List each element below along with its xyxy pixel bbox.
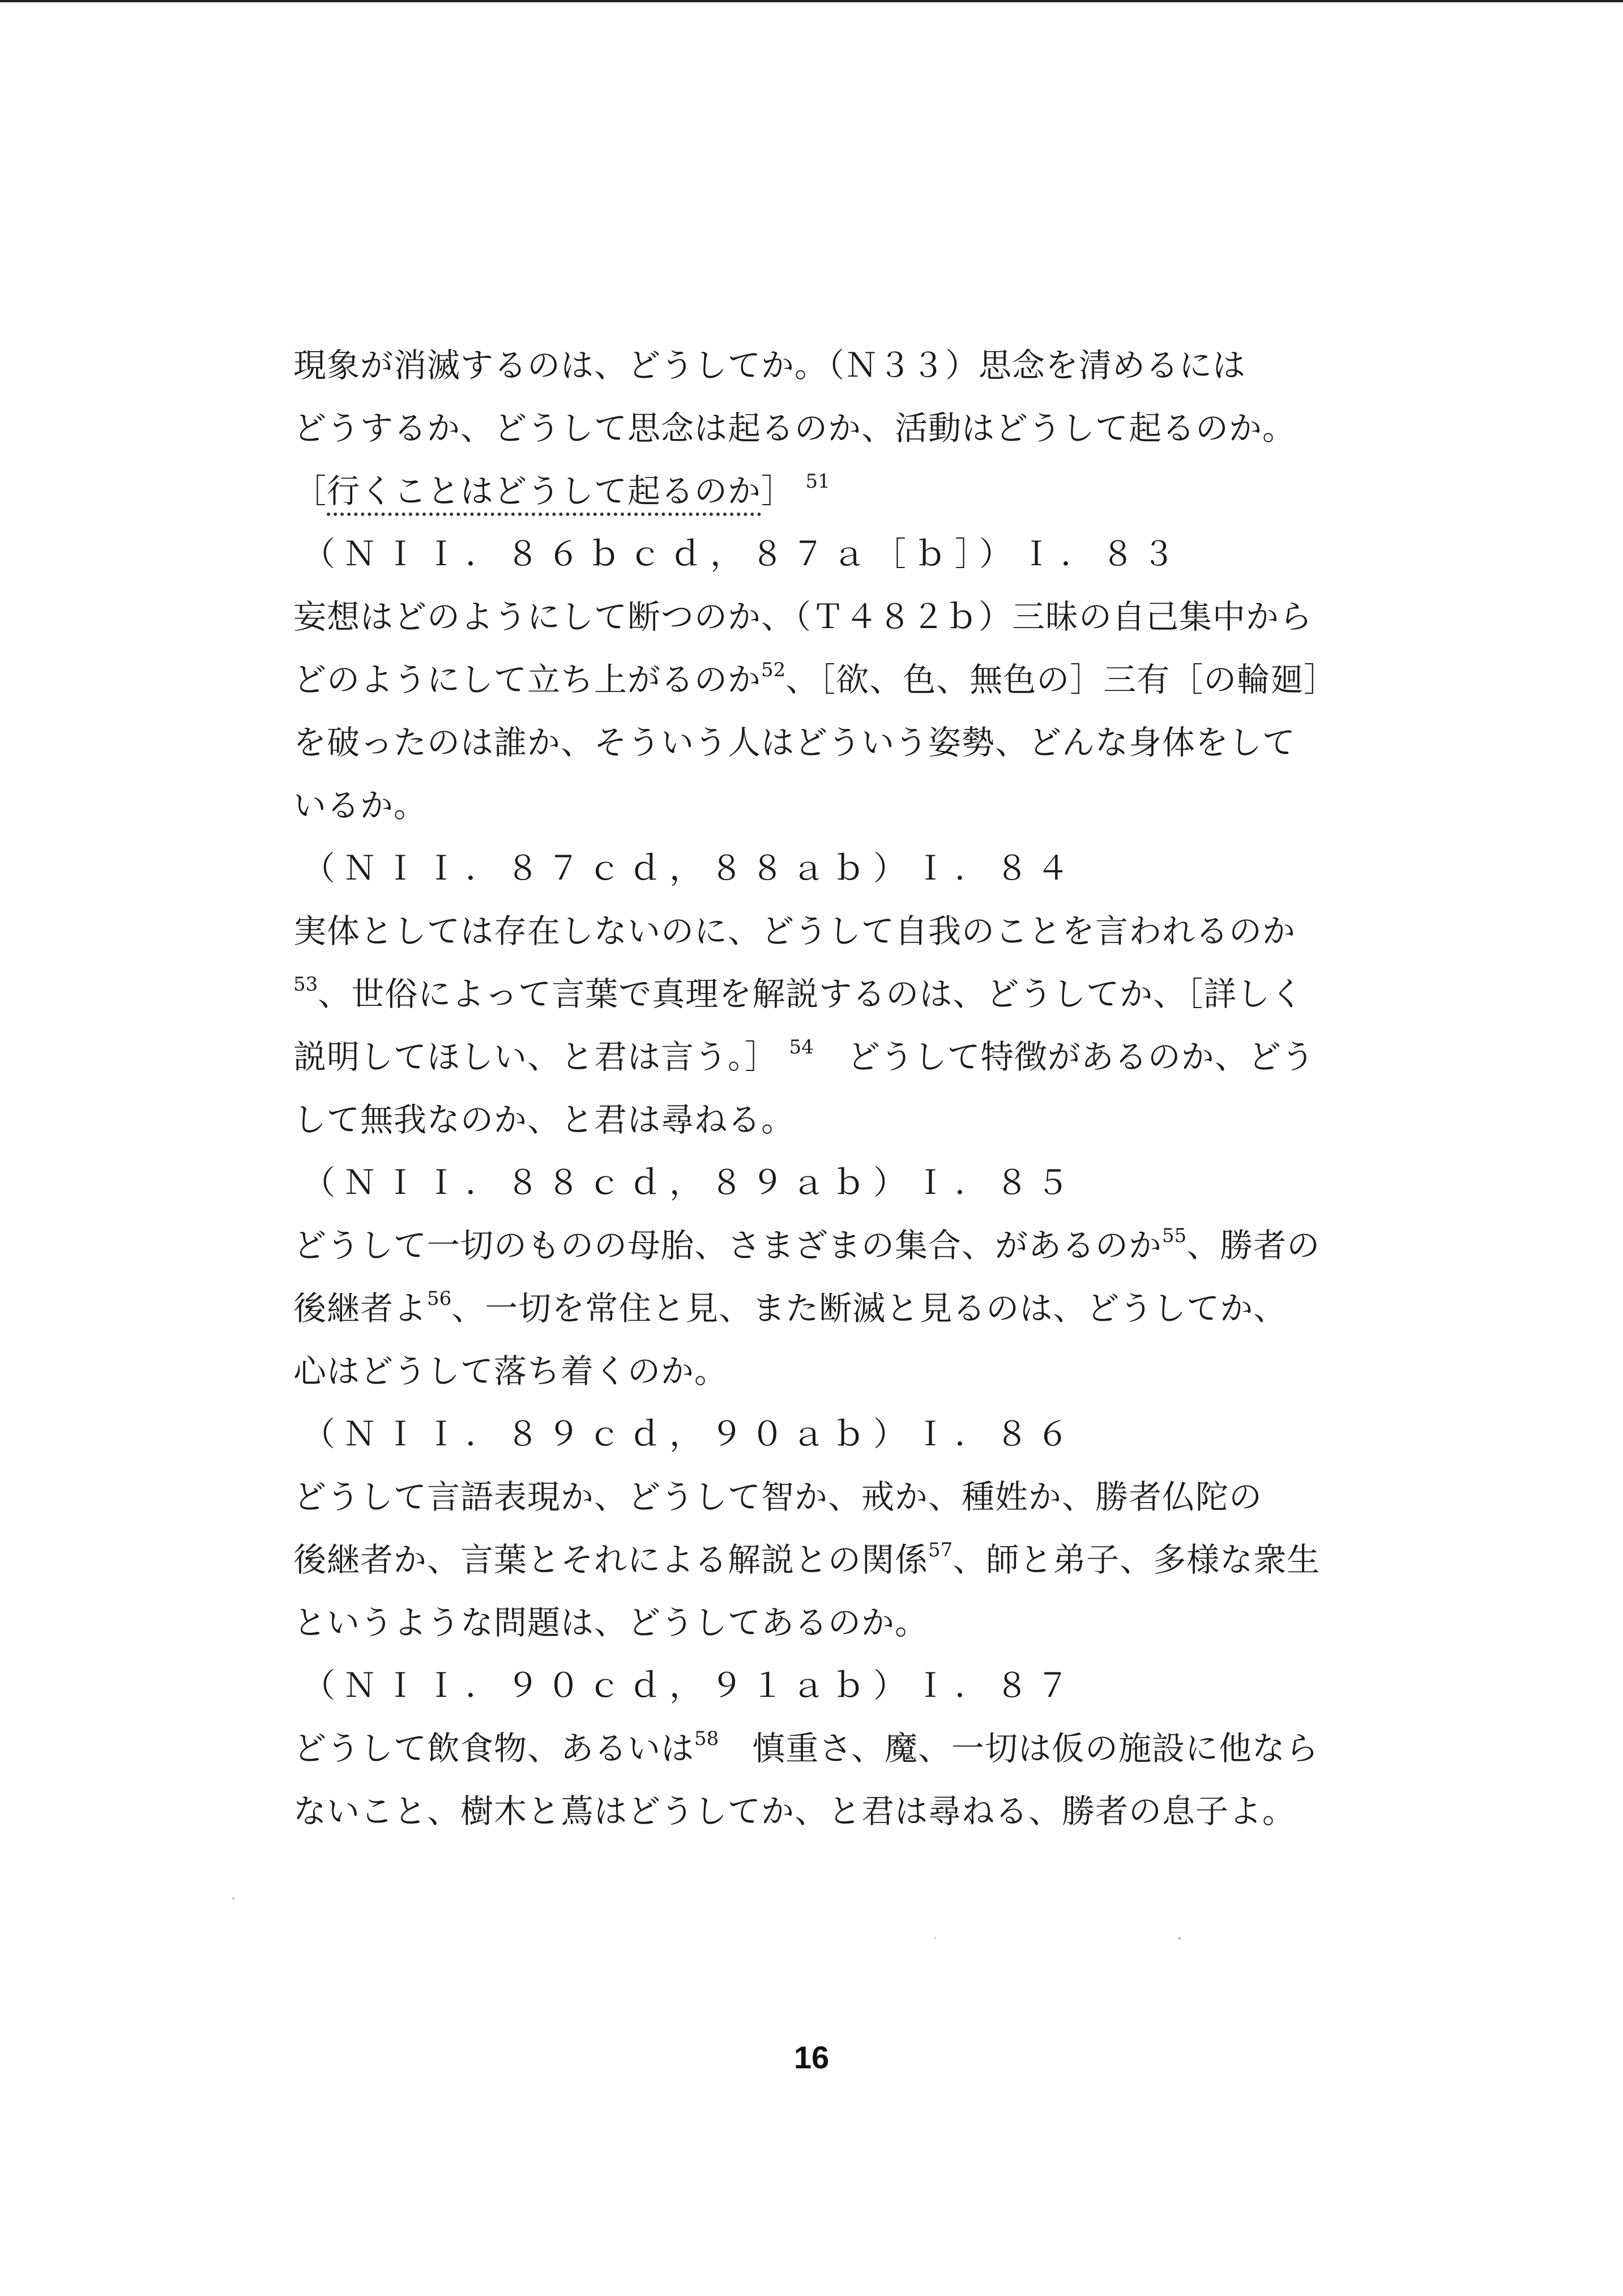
line-text: して無我なのか、と君は尋ねる。 [293, 1100, 795, 1139]
footnote-ref: 56 [427, 1287, 452, 1310]
line-text: どうして言語表現か、どうして智か、戒か、種姓か、勝者仏陀の [293, 1478, 1263, 1516]
text-line [293, 1089, 1307, 1151]
line-text: 後継者か、言葉とそれによる解説との関係 [293, 1540, 929, 1579]
document-body [293, 334, 1338, 1843]
line-text: どうして飲食物、あるいは [293, 1729, 695, 1768]
text-line [293, 1277, 1307, 1340]
text-line [293, 1214, 1321, 1277]
reference-text: （ＮＩＩ．８７ｃｄ，８８ａｂ）Ｉ．８４ [302, 849, 1078, 887]
text-line [293, 1340, 1307, 1403]
text-line [293, 963, 1307, 1026]
text-line [293, 586, 1313, 648]
line-text: 説明してほしい、と君は言う。］ [293, 1038, 779, 1076]
dotted-underlined-text: 行くことはどうして起るのか [327, 472, 761, 516]
page-number: 16 [793, 2039, 830, 2075]
text-line [293, 900, 1307, 963]
line-text: 、世俗によって言葉で真理を解説するのは、どうしてか、［詳しく [318, 975, 1304, 1013]
scan-speck [934, 1937, 936, 1939]
line-text: 後継者よ [293, 1289, 428, 1328]
line-text-cont: 、師と弟子、多様な衆生 [953, 1540, 1321, 1579]
scan-speck [232, 1897, 234, 1900]
reference-text: （ＮＩＩ．８９ｃｄ，９０ａｂ）Ｉ．８６ [302, 1415, 1078, 1453]
line-text: ないこと、樹木と蔦はどうしてか、と君は尋ねる、勝者の息子よ。 [293, 1792, 1296, 1830]
footnote-ref: 54 [789, 1036, 814, 1059]
line-text: どうするか、どうして思念は起るのか、活動はどうして起るのか。 [293, 409, 1296, 447]
text-line [293, 1026, 1315, 1089]
line-text-cont: 、［欲、色、無色の］三有［の輪廻］ [785, 660, 1338, 699]
reference-text: （ＮＩＩ．８８ｃｄ，８９ａｂ）Ｉ．８５ [302, 1163, 1078, 1202]
line-text: 妄想はどのようにして断つのか、（Ｔ４８２ｂ）三昧の自己集中から [293, 598, 1313, 636]
footnote-ref: 55 [1162, 1224, 1187, 1247]
reference-line [293, 837, 1307, 900]
line-text: 実体としては存在しないのに、どうして自我のことを言われるのか [293, 912, 1296, 950]
text-line [293, 460, 1307, 523]
line-text-cont: 、一切を常住と見、また断滅と見るのは、どうしてか、 [451, 1289, 1287, 1328]
text-line [293, 774, 1307, 837]
footnote-ref: 53 [293, 973, 318, 996]
line-text: というような問題は、どうしてあるのか。 [293, 1603, 929, 1642]
line-text-cont: 慎重さ、魔、一切は仮の施設に他なら [719, 1729, 1319, 1768]
text-line [293, 1591, 1307, 1654]
text-line [293, 1717, 1319, 1780]
line-text: 心はどうして落ち着くのか。 [293, 1352, 728, 1390]
bracket-open: ［ [293, 472, 327, 510]
text-line [293, 648, 1338, 711]
reference-text: （ＮＩＩ．８６ｂｃｄ，８７ａ［ｂ］）Ｉ．８３ [302, 535, 1184, 573]
scan-speck [1178, 1937, 1181, 1940]
line-text-cont: 、勝者の [1186, 1226, 1321, 1265]
footnote-ref: 51 [805, 470, 830, 493]
reference-line [293, 1151, 1307, 1214]
text-line [293, 334, 1307, 397]
line-text: 現象が消滅するのは、どうしてか。（Ｎ３３）思念を清めるには [293, 346, 1246, 385]
line-text: どうして一切のものの母胎、さまざまの集合、があるのか [293, 1226, 1163, 1265]
reference-line [293, 1654, 1307, 1717]
text-line [293, 1529, 1321, 1591]
line-text: いるか。 [293, 786, 428, 825]
footnote-ref: 52 [761, 659, 786, 681]
text-line [293, 1780, 1307, 1843]
line-text-cont: どうして特徴があるのか、どう [813, 1038, 1315, 1076]
reference-text: （ＮＩＩ．９０ｃｄ，９１ａｂ）Ｉ．８７ [302, 1666, 1078, 1705]
footnote-ref: 58 [694, 1727, 719, 1750]
footnote-ref: 57 [928, 1539, 953, 1561]
line-text: どのようにして立ち上がるのか [293, 660, 762, 699]
text-line [293, 397, 1307, 460]
text-line [293, 711, 1307, 774]
line-text: を破ったのは誰か、そういう人はどういう姿勢、どんな身体をして [293, 723, 1296, 762]
reference-line [293, 1403, 1307, 1466]
bracket-close: ］ [761, 472, 795, 510]
reference-line [293, 523, 1307, 586]
scan-top-edge [0, 0, 1623, 2]
text-line [293, 1466, 1307, 1529]
